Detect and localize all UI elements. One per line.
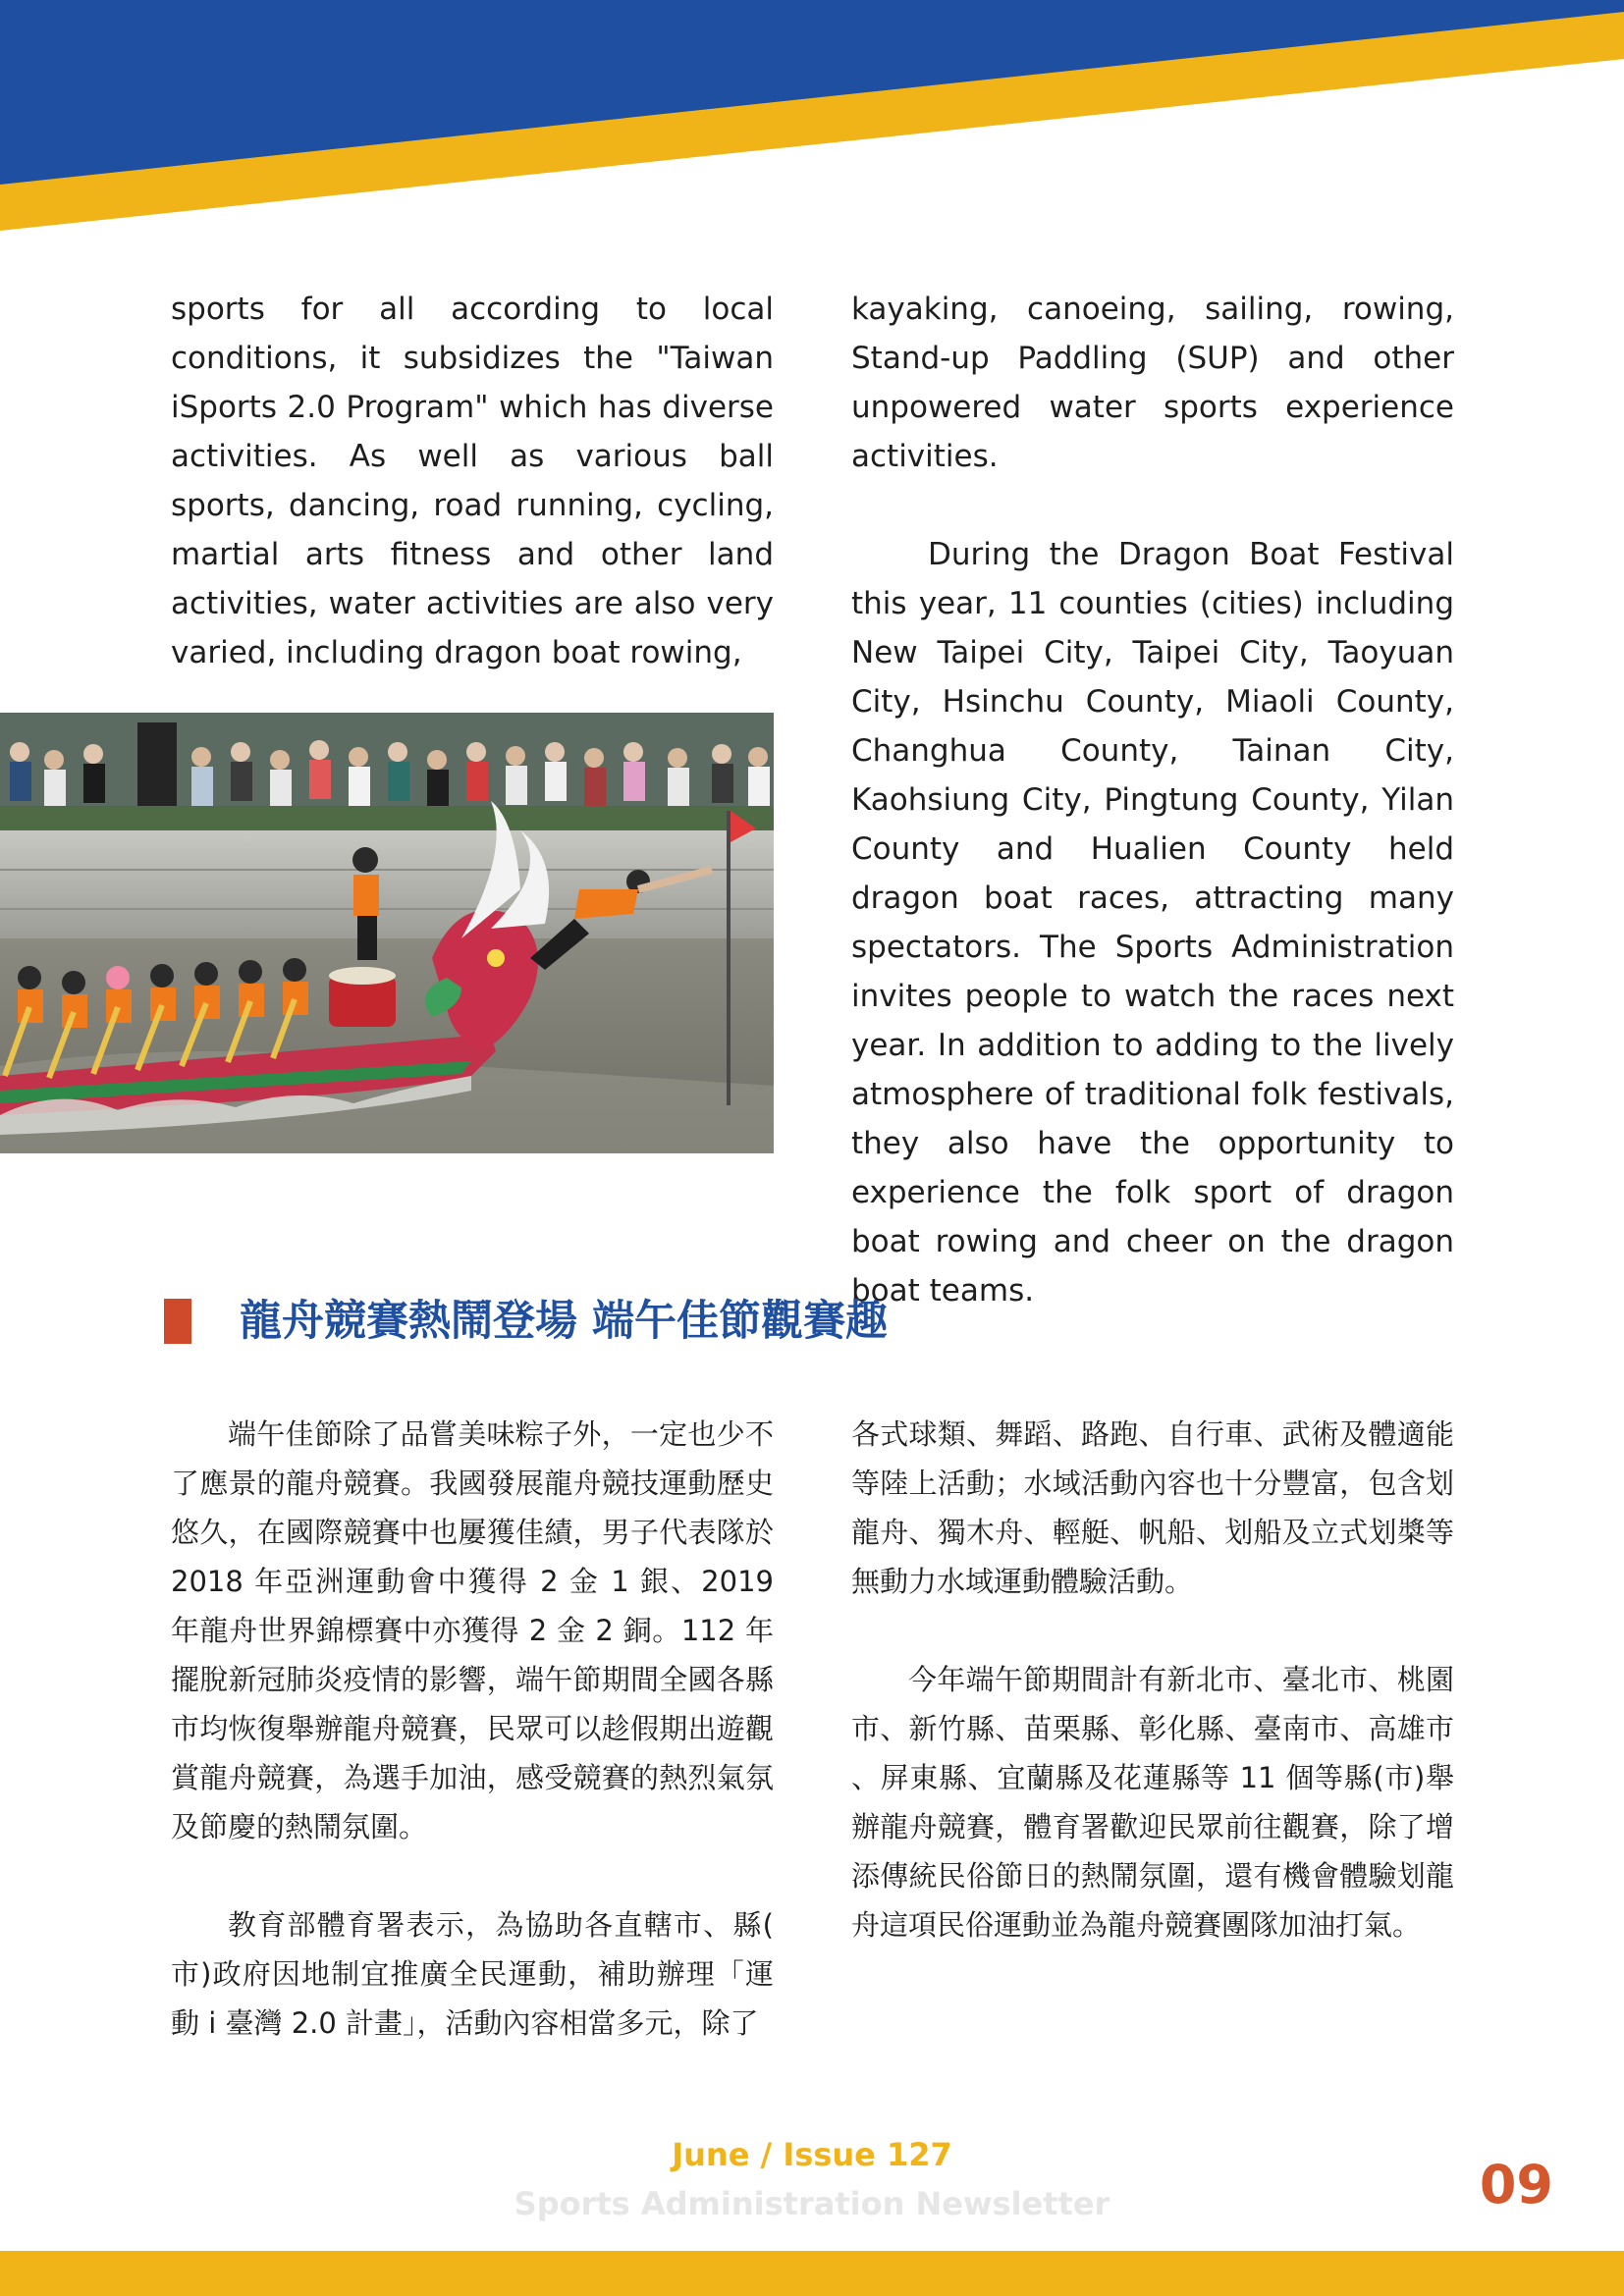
english-paragraph: kayaking, canoeing, sailing, rowing, Stand-up Paddling (SUP) and other unpowered water sports experience activities. xyxy=(851,292,1454,474)
chinese-left-column xyxy=(171,1410,774,2048)
dragon-boat-race-photo xyxy=(0,713,774,1153)
issue-label: June / Issue 127 xyxy=(672,2136,952,2173)
dragon-boat-illustration xyxy=(0,713,774,1153)
english-paragraph: sports for all according to local conditions, it subsidizes the "Taiwan iSports 2.0 Program" which has diverse activities. As well as various ball sports, dancing, road running, cycling, martial arts fitness and other land activities, water activities are also very varied, including dragon boat rowing, xyxy=(171,292,774,670)
newsletter-title: Sports Administration Newsletter xyxy=(514,2185,1110,2222)
chinese-paragraph: 教育部體育署表示，為協助各直轄市、縣(市)政府因地制宜推廣全民運動，補助辦理「運動 i 臺灣 2.0 計畫」，活動內容相當多元，除了 xyxy=(171,1908,774,2040)
header-banner xyxy=(0,0,1624,236)
footer-bar xyxy=(0,2251,1624,2296)
english-paragraph: During the Dragon Boat Festival this year, 11 counties (cities) including New Taipei City, Taipei City, Taoyuan City, Hsinchu County, Miaoli County, Changhua County, Tainan City, Kaohsiung City, Pingtung County, Yilan County and Hualien County held dragon boat races, attracting many spectators. The Sports Administration invites people to watch the races next year. In addition to adding to the lively atmosphere of traditional folk festivals, they also have the opportunity to experience the folk sport of dragon boat rowing and cheer on the dragon boat teams. xyxy=(851,537,1454,1308)
english-right-column xyxy=(851,285,1454,1315)
banner-blue-stripe xyxy=(0,0,1624,185)
chinese-right-column xyxy=(851,1410,1454,1949)
page-number: 09 xyxy=(1479,2154,1553,2216)
chinese-paragraph: 各式球類、舞蹈、路跑、自行車、武術及體適能等陸上活動；水域活動內容也十分豐富，包含划龍舟、獨木舟、輕艇、帆船、划船及立式划槳等無動力水域運動體驗活動。 xyxy=(851,1417,1454,1598)
english-left-column xyxy=(171,285,774,677)
chinese-paragraph: 端午佳節除了品嘗美味粽子外，一定也少不了應景的龍舟競賽。我國發展龍舟競技運動歷史悠久，在國際競賽中也屢獲佳績，男子代表隊於 2018 年亞洲運動會中獲得 2 金 1 銀、2019 年龍舟世界錦標賽中亦獲得 2 金 2 銅。112 年擺脫新冠肺炎疫情的影響，端午節期間全國各縣市均恢復舉辦龍舟競賽，民眾可以趁假期出遊觀賞龍舟競賽，為選手加油，感受競賽的熱烈氣氛及節慶的熱鬧氛圍。 xyxy=(171,1417,774,1843)
heading-accent-bar xyxy=(164,1299,191,1344)
section-heading: 龍舟競賽熱鬧登場 端午佳節觀賽趣 xyxy=(240,1297,888,1346)
chinese-paragraph: 今年端午節期間計有新北市、臺北市、桃園市、新竹縣、苗栗縣、彰化縣、臺南市、高雄市、屏東縣、宜蘭縣及花蓮縣等 11 個等縣(市)舉辦龍舟競賽，體育署歡迎民眾前往觀賽，除了增添傳統民俗節日的熱鬧氛圍，還有機會體驗划龍舟這項民俗運動並為龍舟競賽團隊加油打氣。 xyxy=(851,1663,1454,1942)
